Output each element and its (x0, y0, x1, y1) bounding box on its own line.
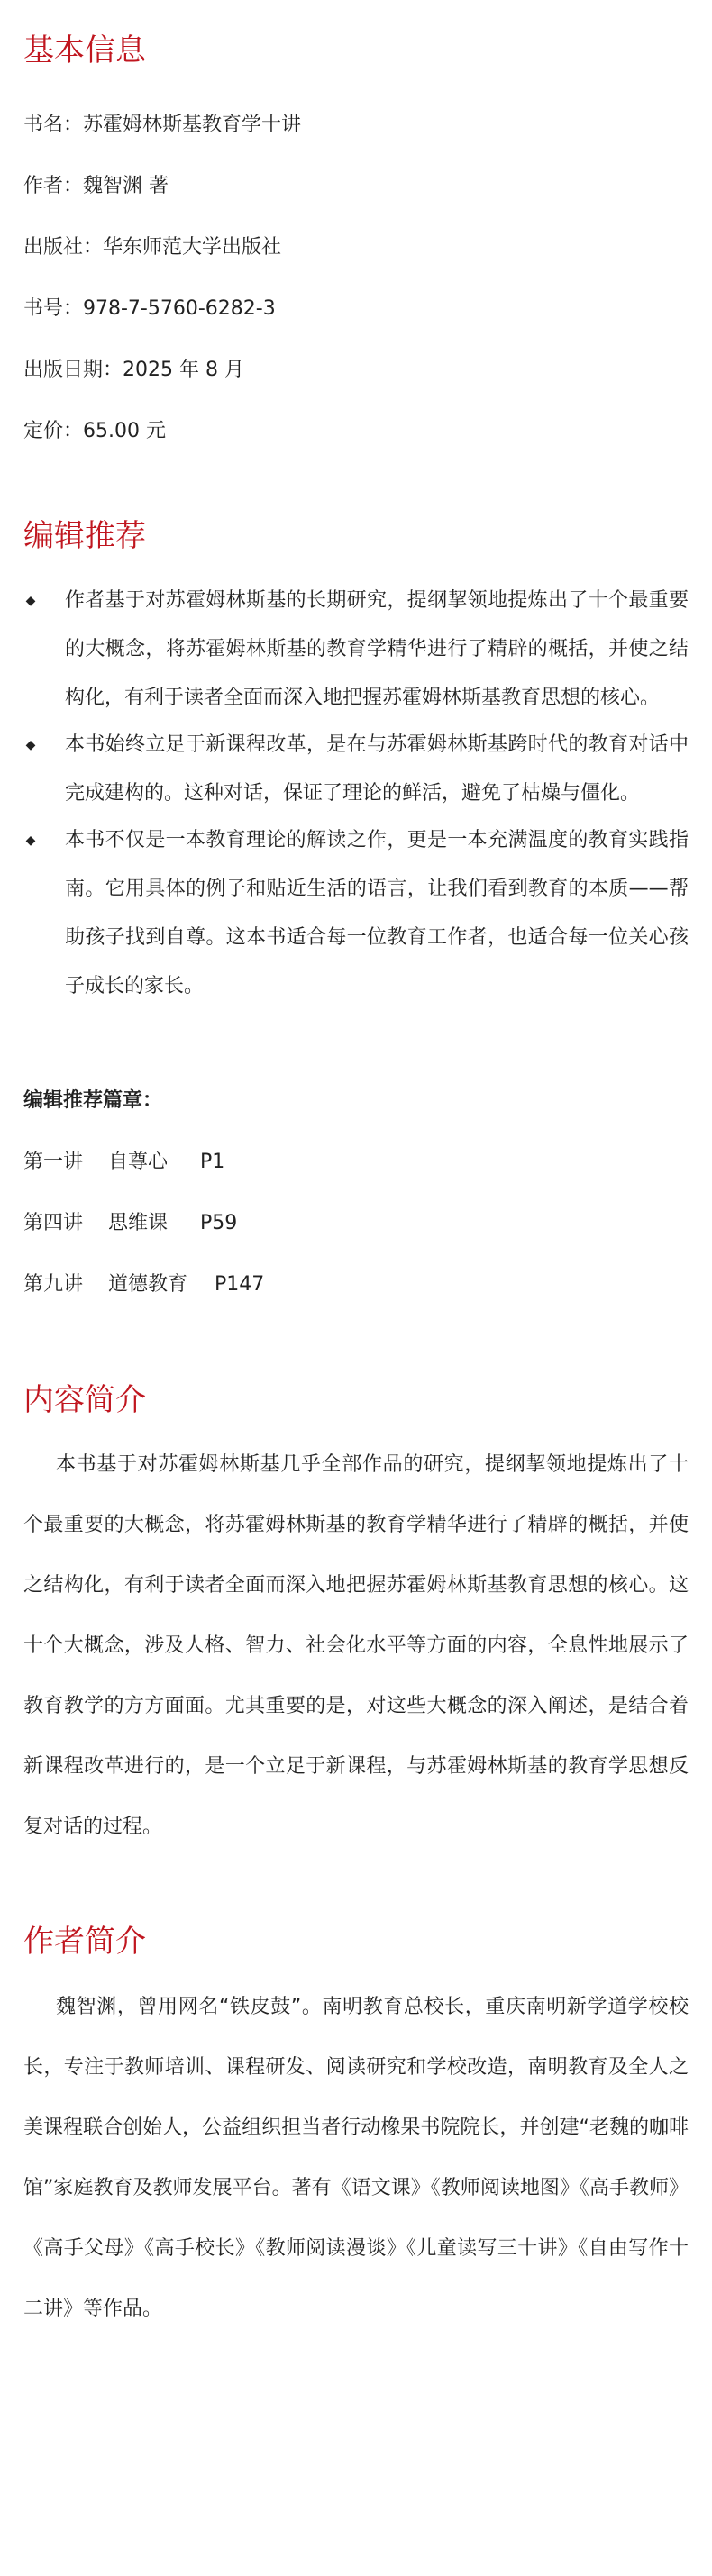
diamond-bullet-icon: ◆ (25, 737, 36, 752)
editor-recommend-list (23, 577, 689, 1011)
chapter-number: 第一讲 (23, 1150, 84, 1173)
publish-date: 出版日期：2025 年 8 月 (23, 358, 244, 381)
bullet-text: 作者基于对苏霍姆林斯基的长期研究，提纲挈领地提炼出了十个最重要的大概念，将苏霍姆林斯基的教育学精华进行了精辟的概括，并使之结构化，有利于读者全面而深入地把握苏霍姆林斯基教育思想的核心。 (65, 588, 689, 709)
basic-info-title: 基本信息 (23, 32, 146, 68)
chapter-row (23, 1193, 689, 1254)
chapter-page: P59 (200, 1211, 238, 1234)
list-item (23, 577, 689, 723)
diamond-bullet-icon: ◆ (25, 833, 36, 848)
bullet-text: 本书不仅是一本教育理论的解读之作，更是一本充满温度的教育实践指南。它用具体的例子和贴近生活的语言，让我们看到教育的本质——帮助孩子找到自尊。这本书适合每一位教育工作者，也适合每一位关心孩子成长的家长。 (65, 828, 689, 997)
list-item (23, 816, 689, 1011)
chapter-page: P147 (215, 1272, 265, 1296)
author-intro-title: 作者简介 (23, 1924, 146, 1961)
content-intro-title: 内容简介 (23, 1381, 146, 1418)
chapter-name: 道德教育 (108, 1272, 188, 1296)
chapter-number: 第九讲 (23, 1272, 84, 1296)
chapter-row (23, 1132, 689, 1193)
list-item (23, 721, 689, 818)
chapter-name: 思维课 (108, 1211, 169, 1234)
chapter-row (23, 1254, 689, 1315)
bullet-text: 本书始终立足于新课程改革，是在与苏霍姆林斯基跨时代的教育对话中完成建构的。这种对话，保证了理论的鲜活，避免了枯燥与僵化。 (65, 733, 689, 805)
content-intro-text: 本书基于对苏霍姆林斯基几乎全部作品的研究，提纲挈领地提炼出了十个最重要的大概念，将苏霍姆林斯基的教育学精华进行了精辟的概括，并使之结构化，有利于读者全面而深入地把握苏霍姆林斯基教育思想的核心。这十个大概念，涉及人格、智力、社会化水平等方面的内容，全息性地展示了教育教学的方方面面。尤其重要的是，对这些大概念的深入阐述，是结合着新课程改革进行的，是一个立足于新课程，与苏霍姆林斯基的教育学思想反复对话的过程。 (23, 1453, 689, 1839)
book-price: 定价：65.00 元 (23, 419, 166, 442)
chapter-name: 自尊心 (108, 1150, 169, 1173)
book-author: 作者：魏智渊 著 (23, 174, 169, 197)
author-intro-text: 魏智渊，曾用网名“铁皮鼓”。南明教育总校长，重庆南明新学道学校校长，专注于教师培训、课程研发、阅读研究和学校改造，南明教育及全人之美课程联合创始人，公益组织担当者行动橡果书院院长，并创建“老魏的咖啡馆”家庭教育及教师发展平台。著有《语文课》《教师阅读地图》《高手教师》《高手父母》《高手校长》《教师阅读漫谈》《儿童读写三十讲》《自由写作十二讲》等作品。 (23, 1996, 689, 2321)
chapter-page: P1 (200, 1150, 225, 1173)
recommended-chapters-list (23, 1132, 689, 1315)
chapter-number: 第四讲 (23, 1211, 84, 1234)
diamond-bullet-icon: ◆ (25, 593, 36, 608)
editor-recommend-title: 编辑推荐 (23, 517, 146, 554)
book-name: 书名：苏霍姆林斯基教育学十讲 (23, 113, 302, 136)
book-isbn: 书号：978-7-5760-6282-3 (23, 296, 276, 320)
recommended-chapters-heading: 编辑推荐篇章： (23, 1088, 163, 1112)
book-publisher: 出版社：华东师范大学出版社 (23, 235, 282, 259)
